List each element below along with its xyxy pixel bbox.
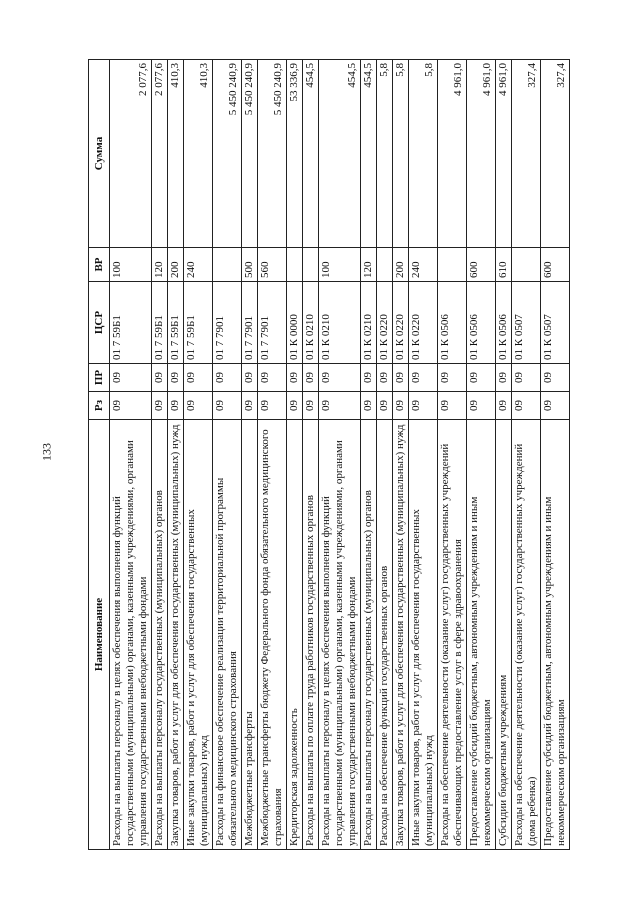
cell-sum: 327,4 [541, 60, 570, 248]
cell-sum: 2 077,6 [152, 60, 168, 248]
cell-rz: 09 [438, 392, 467, 420]
table-row [496, 60, 512, 850]
cell-rz: 09 [110, 392, 152, 420]
cell-name: Иные закупки товаров, работ и услуг для обеспечения государственных (муниципальных) нужд [409, 420, 438, 850]
table-row [168, 60, 184, 850]
cell-rz: 09 [152, 392, 168, 420]
cell-vr: 120 [152, 248, 168, 282]
cell-vr: 240 [184, 248, 213, 282]
cell-vr: 610 [496, 248, 512, 282]
cell-name: Расходы на обеспечение деятельности (оказание услуг) государственных учреждений обеспечивающих предоставление услуг в сфере здравоохранения [438, 420, 467, 850]
table-row [184, 60, 213, 850]
cell-sum: 410,3 [184, 60, 213, 248]
cell-csr: 01 7 7901 [213, 282, 242, 364]
cell-sum: 454,5 [361, 60, 377, 248]
header-csr: ЦСР [89, 282, 110, 364]
cell-sum: 327,4 [512, 60, 541, 248]
cell-vr: 100 [110, 248, 152, 282]
cell-rz: 09 [287, 392, 303, 420]
table-row [377, 60, 393, 850]
cell-csr: 01 К 0000 [287, 282, 303, 364]
cell-pr: 09 [361, 364, 377, 392]
header-rz: Рз [89, 392, 110, 420]
cell-sum: 5,8 [393, 60, 409, 248]
cell-vr: 240 [409, 248, 438, 282]
cell-sum: 53 336,9 [287, 60, 303, 248]
cell-pr: 09 [377, 364, 393, 392]
cell-csr: 01 7 59Б1 [152, 282, 168, 364]
table-row [242, 60, 258, 850]
table-row [512, 60, 541, 850]
table-row [438, 60, 467, 850]
cell-pr: 09 [496, 364, 512, 392]
cell-name: Субсидии бюджетным учреждениям [496, 420, 512, 850]
cell-csr: 01 К 0506 [467, 282, 496, 364]
cell-name: Расходы на выплаты персоналу государственных (муниципальных) органов [361, 420, 377, 850]
cell-pr: 09 [152, 364, 168, 392]
table-row [361, 60, 377, 850]
cell-name: Расходы на выплаты персоналу в целях обеспечения выполнения функций государственными (муниципальными) органами, казенными учреждениями, органами управления государственными внебюджетными фондами [319, 420, 361, 850]
table-row [409, 60, 438, 850]
cell-sum: 2 077,6 [110, 60, 152, 248]
cell-pr: 09 [168, 364, 184, 392]
cell-pr: 09 [512, 364, 541, 392]
cell-name: Предоставление субсидий бюджетным, автономным учреждениям и иным некоммерческим организациям [541, 420, 570, 850]
table-row [213, 60, 242, 850]
cell-name: Межбюджетные трансферты [242, 420, 258, 850]
cell-pr: 09 [319, 364, 361, 392]
cell-pr: 09 [242, 364, 258, 392]
cell-csr: 01 7 7901 [242, 282, 258, 364]
cell-csr: 01 К 0506 [496, 282, 512, 364]
table-row [319, 60, 361, 850]
table-row [152, 60, 168, 850]
cell-rz: 09 [361, 392, 377, 420]
cell-vr: 600 [467, 248, 496, 282]
cell-rz: 09 [377, 392, 393, 420]
cell-pr: 09 [409, 364, 438, 392]
cell-pr: 09 [541, 364, 570, 392]
cell-rz: 09 [303, 392, 319, 420]
cell-sum: 4 961,0 [438, 60, 467, 248]
cell-sum: 5 450 240,9 [213, 60, 242, 248]
table-header-row [89, 60, 110, 850]
cell-pr: 09 [438, 364, 467, 392]
cell-name: Кредиторская задолженность [287, 420, 303, 850]
cell-name: Расходы на обеспечение функций государственных органов [377, 420, 393, 850]
cell-sum: 5,8 [409, 60, 438, 248]
cell-pr: 09 [303, 364, 319, 392]
cell-vr [213, 248, 242, 282]
cell-name: Закупка товаров, работ и услуг для обеспечения государственных (муниципальных) нужд [393, 420, 409, 850]
cell-vr: 560 [258, 248, 287, 282]
cell-sum: 5 450 240,9 [258, 60, 287, 248]
cell-rz: 09 [409, 392, 438, 420]
cell-csr: 01 К 0210 [319, 282, 361, 364]
cell-csr: 01 К 0210 [361, 282, 377, 364]
cell-rz: 09 [541, 392, 570, 420]
table-row [287, 60, 303, 850]
cell-csr: 01 К 0507 [512, 282, 541, 364]
cell-name: Предоставление субсидий бюджетным, автономным учреждениям и иным некоммерческим организациям [467, 420, 496, 850]
cell-vr: 200 [393, 248, 409, 282]
cell-vr: 200 [168, 248, 184, 282]
cell-sum: 454,5 [303, 60, 319, 248]
cell-rz: 09 [184, 392, 213, 420]
cell-sum: 5,8 [377, 60, 393, 248]
cell-rz: 09 [496, 392, 512, 420]
cell-name: Межбюджетные трансферты бюджету Федерального фонда обязательного медицинского страхования [258, 420, 287, 850]
cell-name: Расходы на выплаты персоналу государственных (муниципальных) органов [152, 420, 168, 850]
cell-sum: 410,3 [168, 60, 184, 248]
cell-sum: 5 450 240,9 [242, 60, 258, 248]
cell-csr: 01 7 59Б1 [184, 282, 213, 364]
cell-csr: 01 7 59Б1 [110, 282, 152, 364]
page-number: 133 [39, 443, 54, 461]
cell-sum: 454,5 [319, 60, 361, 248]
cell-vr: 120 [361, 248, 377, 282]
cell-csr: 01 К 0220 [393, 282, 409, 364]
cell-vr: 600 [541, 248, 570, 282]
cell-name: Расходы на финансовое обеспечение реализации территориальной программы обязательного медицинского страхования [213, 420, 242, 850]
table-row [393, 60, 409, 850]
header-vr: ВР [89, 248, 110, 282]
table-row [258, 60, 287, 850]
cell-rz: 09 [258, 392, 287, 420]
cell-vr [287, 248, 303, 282]
cell-csr: 01 7 59Б1 [168, 282, 184, 364]
cell-rz: 09 [168, 392, 184, 420]
table-row [467, 60, 496, 850]
table-row [541, 60, 570, 850]
cell-rz: 09 [319, 392, 361, 420]
cell-vr: 500 [242, 248, 258, 282]
cell-name: Расходы на обеспечение деятельности (оказание услуг) государственных учреждений (дома ребенка) [512, 420, 541, 850]
header-pr: ПР [89, 364, 110, 392]
cell-vr [512, 248, 541, 282]
cell-pr: 09 [467, 364, 496, 392]
cell-rz: 09 [242, 392, 258, 420]
cell-vr: 100 [319, 248, 361, 282]
cell-name: Расходы на выплаты по оплате труда работников государственных органов [303, 420, 319, 850]
cell-name: Расходы на выплаты персоналу в целях обеспечения выполнения функций государственными (муниципальными) органами, казенными учреждениями, органами управления государственными внебюджетными фондами [110, 420, 152, 850]
cell-pr: 09 [393, 364, 409, 392]
cell-csr: 01 К 0210 [303, 282, 319, 364]
cell-rz: 09 [467, 392, 496, 420]
header-sum: Сумма [89, 60, 110, 248]
table-row [303, 60, 319, 850]
cell-pr: 09 [213, 364, 242, 392]
cell-sum: 4 961,0 [496, 60, 512, 248]
cell-name: Иные закупки товаров, работ и услуг для обеспечения государственных (муниципальных) нужд [184, 420, 213, 850]
cell-vr [377, 248, 393, 282]
cell-vr [303, 248, 319, 282]
table-row [110, 60, 152, 850]
cell-rz: 09 [213, 392, 242, 420]
cell-rz: 09 [393, 392, 409, 420]
cell-vr [438, 248, 467, 282]
cell-csr: 01 7 7901 [258, 282, 287, 364]
cell-csr: 01 К 0507 [541, 282, 570, 364]
cell-csr: 01 К 0506 [438, 282, 467, 364]
cell-sum: 4 961,0 [467, 60, 496, 248]
cell-rz: 09 [512, 392, 541, 420]
rotated-table-container [88, 60, 638, 850]
cell-csr: 01 К 0220 [377, 282, 393, 364]
cell-csr: 01 К 0220 [409, 282, 438, 364]
cell-pr: 09 [110, 364, 152, 392]
budget-table [88, 59, 570, 850]
cell-pr: 09 [258, 364, 287, 392]
header-name: Наименование [89, 420, 110, 850]
cell-pr: 09 [287, 364, 303, 392]
cell-name: Закупка товаров, работ и услуг для обеспечения государственных (муниципальных) нужд [168, 420, 184, 850]
cell-pr: 09 [184, 364, 213, 392]
